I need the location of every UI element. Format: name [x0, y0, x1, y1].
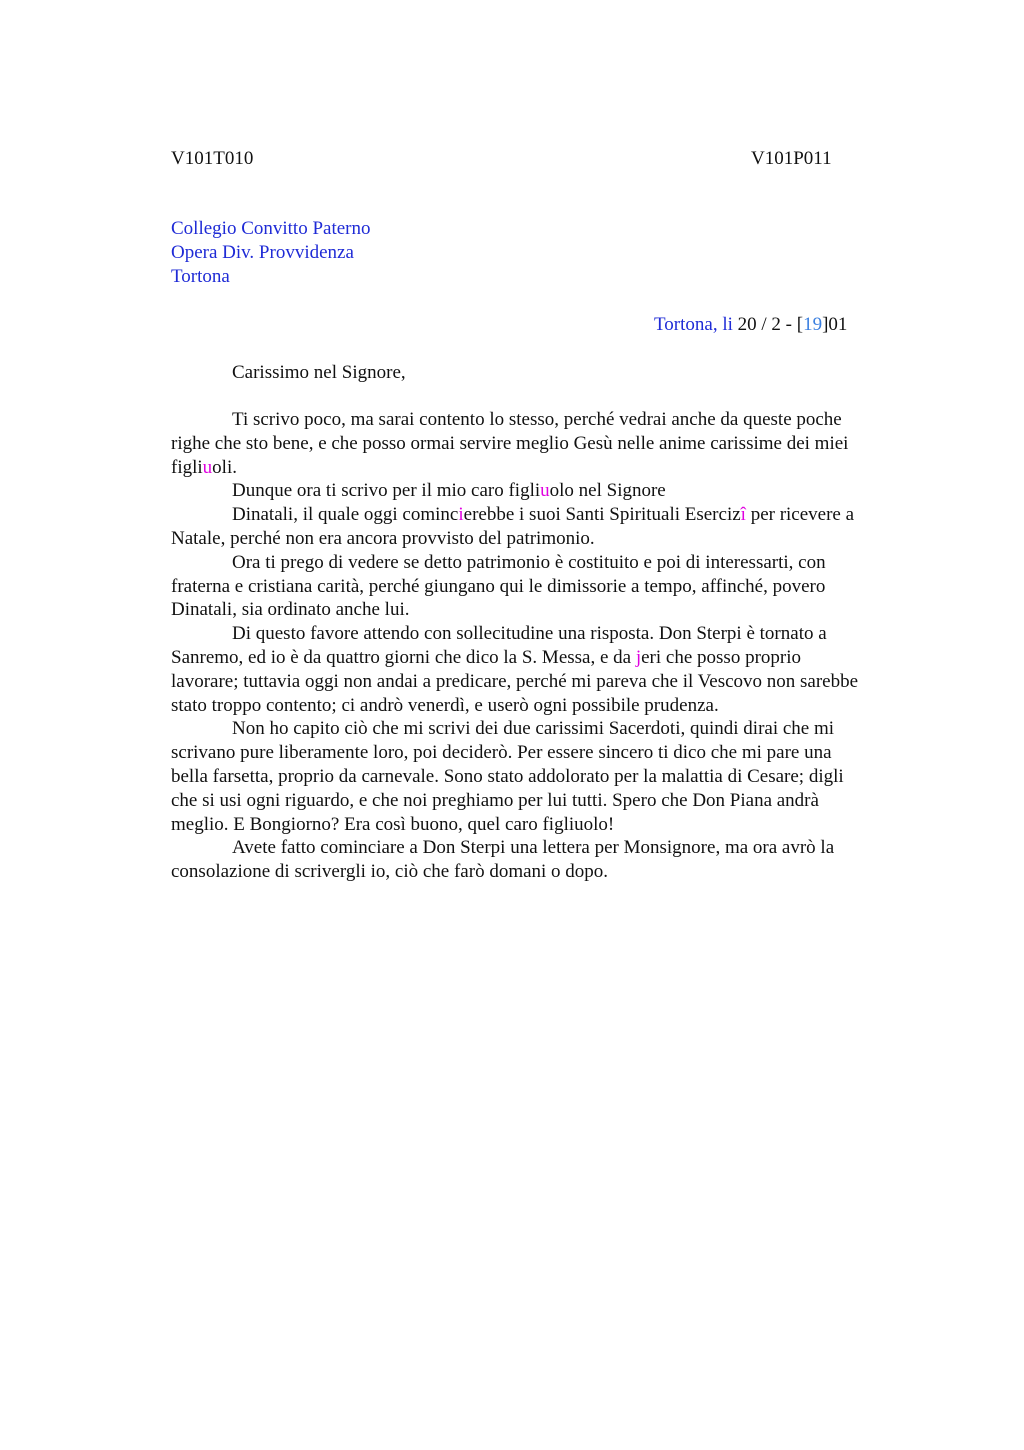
- body-text-fragment: per ricevere a: [745, 504, 855, 526]
- letterhead-line-2: Opera Div. Provvidenza: [171, 242, 354, 263]
- body-line: fraterna e cristiana carità, perché giungano qui le dimissorie a tempo, affinché, povero: [171, 575, 826, 597]
- body-line: lavorare; tuttavia oggi non andai a predicare, perché mi pareva che il Vescovo non sarebbe: [171, 670, 859, 692]
- letterhead: [171, 217, 371, 289]
- body-text-fragment: Dunque ora ti scrivo per il mio caro figli: [232, 480, 541, 502]
- body-text-fragment: oli.: [212, 456, 237, 478]
- archive-code-right: V101P011: [751, 148, 832, 169]
- dateline-date-a: 20 / 2 - [: [732, 314, 804, 335]
- body-line: Dinatali, sia ordinato anche lui.: [171, 599, 410, 621]
- archive-code-left: V101T010: [171, 148, 254, 169]
- body-line: consolazione di scrivergli io, ciò che farò domani o dopo.: [171, 861, 609, 883]
- dateline-place: Tortona, li: [654, 314, 733, 335]
- body-line: Ora ti prego di vedere se detto patrimonio è costituito e poi di interessarti, con: [232, 551, 826, 573]
- editorial-correction: j: [635, 646, 642, 668]
- body-line: [171, 479, 931, 503]
- body-text-fragment: Sanremo, ed io è da quattro giorni che dico la S. Messa, e da: [171, 646, 636, 668]
- body-line: [171, 456, 931, 480]
- body-line: Avete fatto cominciare a Don Sterpi una lettera per Monsignore, ma ora avrò la: [232, 837, 835, 859]
- body-text-fragment: Dinatali, il quale oggi cominc: [232, 504, 459, 526]
- letterhead-line-3: Tortona: [171, 266, 230, 287]
- body-line: scrivano pure liberamente loro, poi deciderò. Per essere sincero ti dico che mi pare una: [171, 742, 832, 764]
- body-text-fragment: eri che posso proprio: [641, 646, 802, 668]
- body-line: che si usi ogni riguardo, e che noi preghiamo per lui tutti. Spero che Don Piana andrà: [171, 789, 819, 811]
- body-line: Natale, perché non era ancora provvisto del patrimonio.: [171, 527, 595, 549]
- body-line: Ti scrivo poco, ma sarai contento lo stesso, perché vedrai anche da queste poche: [232, 409, 842, 430]
- body-line: stato troppo contento; ci andrò venerdì, e userò ogni possibile prudenza.: [171, 694, 719, 716]
- dateline-date-b: ]01: [822, 314, 848, 335]
- editorial-correction: i: [458, 504, 464, 526]
- body-line: meglio. E Bongiorno? Era così buono, quel caro figliuolo!: [171, 813, 615, 835]
- letterhead-line-1: Collegio Convitto Paterno: [171, 218, 371, 239]
- body-text-fragment: figli: [171, 456, 203, 478]
- salutation: Carissimo nel Signore,: [232, 362, 406, 383]
- editorial-correction: u: [202, 456, 213, 478]
- body-line: Di questo favore attendo con sollecitudine una risposta. Don Sterpi è tornato a: [232, 623, 827, 645]
- body-text-fragment: olo nel Signore: [549, 480, 666, 502]
- body-text-fragment: erebbe i suoi Santi Spirituali Eserciz: [463, 504, 741, 526]
- letter-body: [171, 408, 931, 884]
- body-line: righe che sto bene, e che posso ormai servire meglio Gesù nelle anime carissime dei miei: [171, 432, 849, 454]
- dateline-year-editorial: 19: [803, 314, 823, 335]
- body-line: [171, 503, 931, 527]
- dateline: [654, 313, 847, 337]
- editorial-correction: u: [540, 480, 550, 502]
- body-line: Non ho capito ciò che mi scrivi dei due carissimi Sacerdoti, quindi dirai che mi: [232, 718, 835, 740]
- body-line: [171, 646, 931, 670]
- body-line: bella farsetta, proprio da carnevale. Sono stato addolorato per la malattia di Cesare; digli: [171, 765, 844, 787]
- editorial-correction: î: [740, 504, 746, 526]
